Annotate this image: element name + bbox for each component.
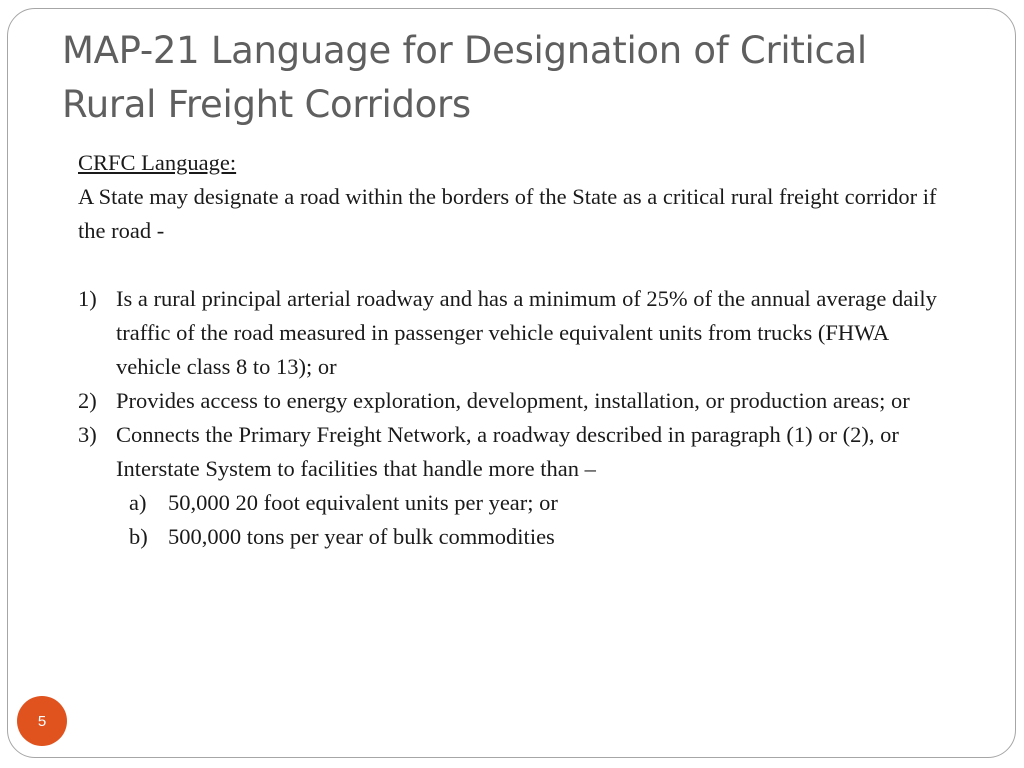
list-item-3 — [78, 418, 948, 486]
intro-paragraph: A State may designate a road within the borders of the State as a critical rural freight corridor if the road - — [78, 184, 937, 243]
list-item-2 — [78, 384, 948, 418]
list-item-number: 3) — [78, 422, 97, 447]
slide-title: MAP-21 Language for Designation of Critical Rural Freight Corridors — [62, 29, 867, 126]
crfc-language-label: CRFC Language: — [78, 150, 237, 175]
sub-list-item-letter: b) — [129, 524, 148, 549]
list-item-number: 2) — [78, 388, 97, 413]
page-number: 5 — [37, 712, 47, 730]
list-item-text: Provides access to energy exploration, development, installation, or production areas; or — [116, 388, 910, 413]
sub-list-item-text: 50,000 20 foot equivalent units per year; or — [168, 490, 558, 515]
list-item-text: Is a rural principal arterial roadway and has a minimum of 25% of the annual average daily traffic of the road measured in passenger vehicle equivalent units from trucks (FHWA vehicle class 8 to 13); or — [116, 286, 937, 379]
list-item-number: 1) — [78, 286, 97, 311]
sub-list-item-b — [78, 520, 948, 554]
sub-list-item-letter: a) — [129, 490, 147, 515]
list-item-text: Connects the Primary Freight Network, a roadway described in paragraph (1) or (2), or Interstate System to facilities that handle more than – — [116, 422, 899, 481]
slide-body — [78, 146, 948, 554]
list-item-1 — [78, 282, 948, 384]
sub-list-item-text: 500,000 tons per year of bulk commodities — [168, 524, 555, 549]
page-number-badge — [17, 696, 67, 746]
spacer — [78, 248, 948, 282]
sub-list-item-a — [78, 486, 948, 520]
